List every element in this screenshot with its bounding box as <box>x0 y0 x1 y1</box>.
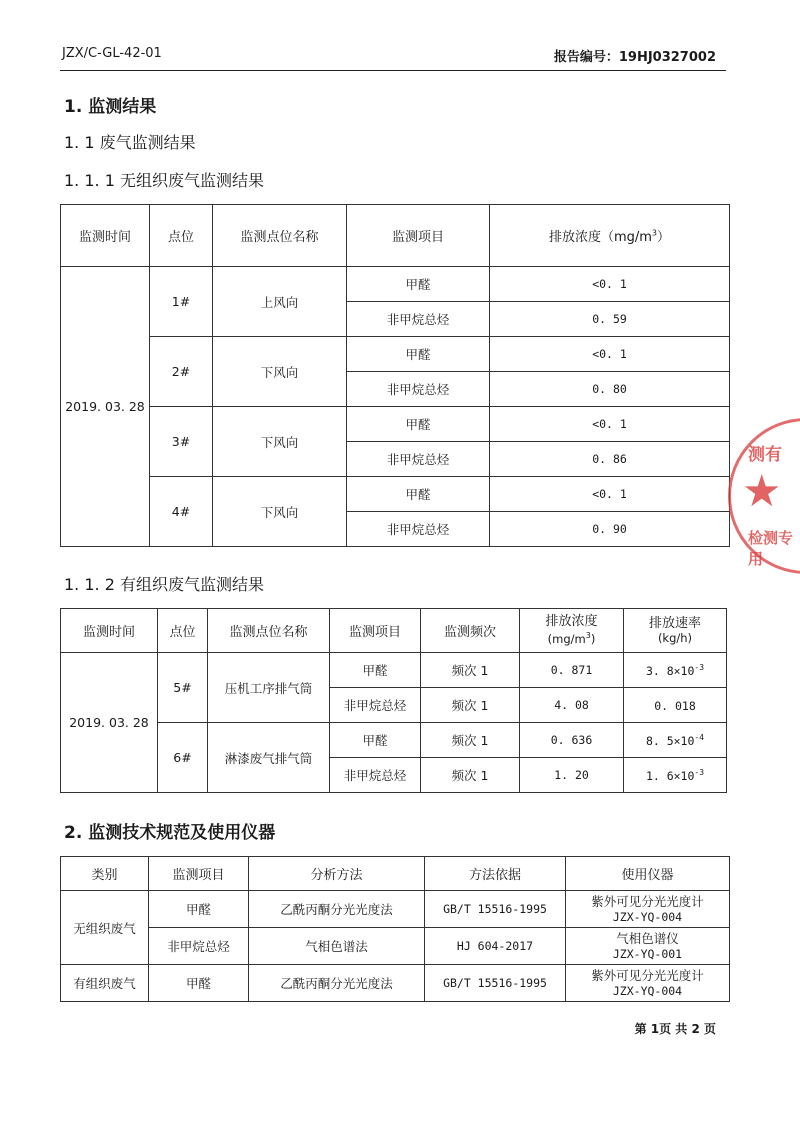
instrument-cell: 紫外可见分光光度计 JZX-YQ-004 <box>566 891 730 928</box>
th-rate: 排放速率 (kg/h) <box>624 609 727 653</box>
item-cell: 甲醛 <box>149 965 249 1002</box>
page-number: 第 1页 共 2 页 <box>634 1022 716 1036</box>
th-concentration: 排放浓度 $(mg/m^3)$ <box>520 609 624 653</box>
conc-cell: 4. 08 <box>520 688 624 723</box>
organized-emission-table <box>60 608 727 793</box>
item-cell: 甲醛 <box>347 477 490 512</box>
point-name-cell: 上风向 <box>213 267 347 337</box>
item-cell: 非甲烷总烃 <box>347 302 490 337</box>
point-cell: 6# <box>158 723 208 793</box>
point-cell: 3# <box>150 407 213 477</box>
method-cell: 乙酰丙酮分光光度法 <box>249 965 425 1002</box>
item-cell: 甲醛 <box>347 407 490 442</box>
date-cell: 2019. 03. 28 <box>61 267 150 547</box>
point-name-cell: 下风向 <box>213 337 347 407</box>
value-cell: 0. 90 <box>490 512 730 547</box>
value-cell: 0. 59 <box>490 302 730 337</box>
category-cell: 有组织废气 <box>61 965 149 1002</box>
th-frequency: 监测频次 <box>421 609 520 653</box>
item-cell: 非甲烷总烃 <box>330 758 421 793</box>
rate-cell: 3. $8\times 10^{-3}$ <box>624 653 727 688</box>
value-cell: <0. 1 <box>490 337 730 372</box>
category-cell: 无组织废气 <box>61 891 149 965</box>
point-name-cell: 淋漆废气排气筒 <box>208 723 330 793</box>
methods-instruments-table <box>60 856 730 1002</box>
th-item: 监测项目 <box>347 205 490 267</box>
item-cell: 非甲烷总烃 <box>347 372 490 407</box>
conc-cell: 0. 636 <box>520 723 624 758</box>
th-basis: 方法依据 <box>425 857 566 891</box>
section-1-title: 1. 监测结果 <box>64 97 157 117</box>
th-category: 类别 <box>61 857 149 891</box>
point-name-cell: 压机工序排气筒 <box>208 653 330 723</box>
item-cell: 非甲烷总烃 <box>347 512 490 547</box>
report-number <box>554 46 716 65</box>
unorganized-emission-table <box>60 204 730 547</box>
th-item: 监测项目 <box>149 857 249 891</box>
value-cell: <0. 1 <box>490 267 730 302</box>
basis-cell: GB/T 15516-1995 <box>425 891 566 928</box>
item-cell: 甲醛 <box>330 653 421 688</box>
th-point: 点位 <box>150 205 213 267</box>
instrument-cell: 气相色谱仪 JZX-YQ-001 <box>566 928 730 965</box>
basis-cell: GB/T 15516-1995 <box>425 965 566 1002</box>
th-item: 监测项目 <box>330 609 421 653</box>
item-cell: 甲醛 <box>347 267 490 302</box>
item-cell: 甲醛 <box>149 891 249 928</box>
item-cell: 甲醛 <box>330 723 421 758</box>
item-cell: 甲醛 <box>347 337 490 372</box>
conc-cell: 1. 20 <box>520 758 624 793</box>
conc-cell: 0. 871 <box>520 653 624 688</box>
rate-cell: 0. 018 <box>624 688 727 723</box>
basis-cell: HJ 604-2017 <box>425 928 566 965</box>
section-1-1-2-title: 1. 1. 2 有组织废气监测结果 <box>64 575 264 594</box>
section-2-title: 2. 监测技术规范及使用仪器 <box>64 823 276 843</box>
point-cell: 2# <box>150 337 213 407</box>
section-1-1-title: 1. 1 废气监测结果 <box>64 133 196 152</box>
method-cell: 乙酰丙酮分光光度法 <box>249 891 425 928</box>
seal-text-top: 测有 <box>748 445 782 465</box>
method-cell: 气相色谱法 <box>249 928 425 965</box>
th-concentration: 排放浓度$(mg/m^3)$ <box>490 205 730 267</box>
th-time: 监测时间 <box>61 609 158 653</box>
rate-cell: 1. $6\times 10^{-3}$ <box>624 758 727 793</box>
th-time: 监测时间 <box>61 205 150 267</box>
item-cell: 非甲烷总烃 <box>347 442 490 477</box>
instrument-cell: 紫外可见分光光度计 JZX-YQ-004 <box>566 965 730 1002</box>
point-cell: 1# <box>150 267 213 337</box>
document-code: JZX/C-GL-42-01 <box>62 46 162 61</box>
th-point-name: 监测点位名称 <box>208 609 330 653</box>
th-instrument: 使用仪器 <box>566 857 730 891</box>
point-name-cell: 下风向 <box>213 477 347 547</box>
seal-text-bottom: 检测专用 <box>748 529 794 568</box>
freq-cell: 频次 1 <box>421 688 520 723</box>
seal-star-icon: ★ <box>742 466 782 517</box>
th-point-name: 监测点位名称 <box>213 205 347 267</box>
freq-cell: 频次 1 <box>421 758 520 793</box>
rate-cell: 8. $5\times 10^{-4}$ <box>624 723 727 758</box>
value-cell: 0. 86 <box>490 442 730 477</box>
freq-cell: 频次 1 <box>421 723 520 758</box>
header-rule <box>60 70 726 71</box>
point-name-cell: 下风向 <box>213 407 347 477</box>
value-cell: <0. 1 <box>490 477 730 512</box>
section-1-1-1-title: 1. 1. 1 无组织废气监测结果 <box>64 171 264 190</box>
freq-cell: 频次 1 <box>421 653 520 688</box>
item-cell: 非甲烷总烃 <box>330 688 421 723</box>
th-method: 分析方法 <box>249 857 425 891</box>
date-cell: 2019. 03. 28 <box>61 653 158 793</box>
item-cell: 非甲烷总烃 <box>149 928 249 965</box>
point-cell: 4# <box>150 477 213 547</box>
point-cell: 5# <box>158 653 208 723</box>
value-cell: 0. 80 <box>490 372 730 407</box>
report-number-label: 报告编号： <box>553 50 619 65</box>
th-point: 点位 <box>158 609 208 653</box>
report-number-value: 19HJ0327002 <box>618 50 716 65</box>
value-cell: <0. 1 <box>490 407 730 442</box>
